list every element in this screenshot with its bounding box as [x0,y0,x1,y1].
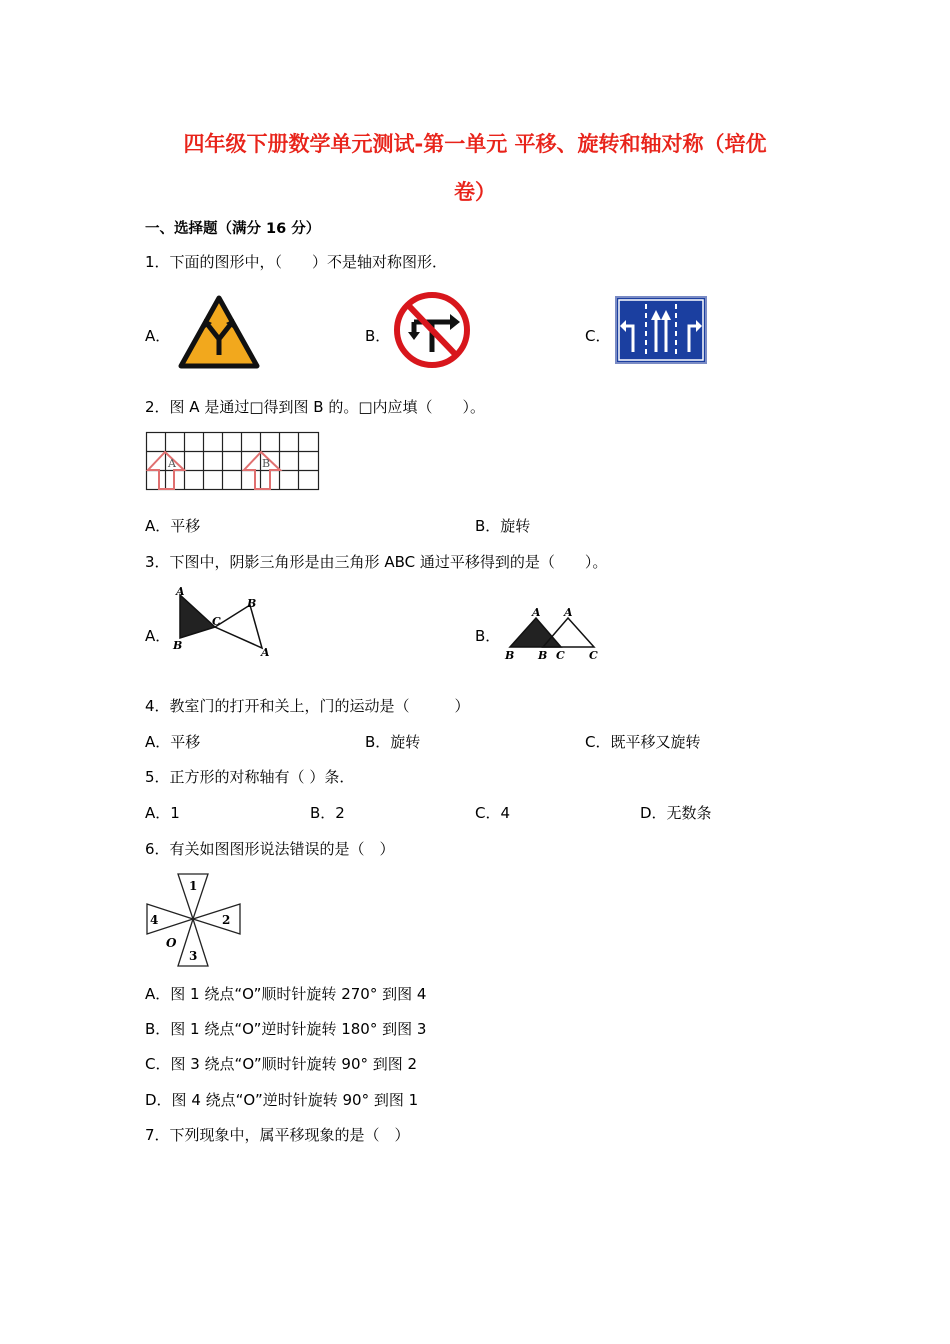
q3b-label-b2: B [538,649,548,662]
q6-pinwheel-figure [145,872,243,968]
q1-option-a-label: A． [145,327,171,345]
q2-grid-figure [146,432,320,492]
q3-figure-b [503,602,603,662]
q4-option-a: A．平移 [145,733,201,751]
question-4-stem: 4．教室门的打开和关上，门的运动是（ ） [145,697,470,715]
q2-option-b: B．旋转 [475,517,531,535]
page-title-line1: 四年级下册数学单元测试-第一单元 平移、旋转和轴对称（培优 [183,132,767,156]
no-turn-sign-icon [392,292,472,368]
q2-option-a: A．平移 [145,517,201,535]
lane-direction-sign-icon [615,296,707,364]
q6-label-o: O [166,936,177,950]
q1-option-b-label: B． [365,327,391,345]
question-7-stem: 7．下列现象中，属平移现象的是（ ） [145,1126,410,1144]
fork-warning-sign-icon [178,295,260,369]
q6-label-2: 2 [222,913,231,927]
q6-label-3: 3 [189,949,198,963]
q6-option-c: C．图 3 绕点“O”顺时针旋转 90° 到图 2 [145,1055,418,1073]
q6-label-4: 4 [150,913,159,927]
q2-figure-label-a: A [168,457,176,470]
q6-option-a: A．图 1 绕点“O”顺时针旋转 270° 到图 4 [145,985,427,1003]
q3b-label-a2: A [564,606,573,619]
q3-figure-a [170,585,280,660]
q3b-label-c1: C [556,649,565,662]
q5-option-d: D．无数条 [640,804,712,822]
q6-option-d: D．图 4 绕点“O”逆时针旋转 90° 到图 1 [145,1091,419,1109]
q3a-label-a1: A [176,585,185,598]
question-6-stem: 6．有关如图图形说法错误的是（ ） [145,840,395,858]
q3a-label-c: C [212,615,221,628]
question-3-stem: 3．下图中，阴影三角形是由三角形 ABC 通过平移得到的是（ ）。 [145,553,608,571]
q2-figure-label-b: B [262,457,271,470]
q3a-label-a2: A [261,646,270,659]
q3-option-a-label: A． [145,627,171,645]
q6-option-b: B．图 1 绕点“O”逆时针旋转 180° 到图 3 [145,1020,427,1038]
q5-option-c: C．4 [475,804,511,822]
q3b-label-c2: C [589,649,598,662]
section-heading: 一、选择题（满分 16 分） [145,221,321,237]
q6-label-1: 1 [189,879,198,893]
question-2-stem: 2．图 A 是通过□得到图 B 的。□内应填（ ）。 [145,398,486,416]
q3a-label-b1: B [173,639,183,652]
q4-option-b: B．旋转 [365,733,421,751]
q3b-label-b1: B [505,649,515,662]
question-1-stem: 1．下面的图形中，（ ）不是轴对称图形． [145,253,448,271]
page-title-line2: 卷） [454,180,496,204]
q5-option-a: A．1 [145,804,180,822]
q3-option-b-label: B． [475,627,501,645]
q4-option-c: C．既平移又旋转 [585,733,701,751]
q3a-label-b2: B [247,597,257,610]
question-5-stem: 5．正方形的对称轴有（ ）条． [145,768,355,786]
q5-option-b: B．2 [310,804,345,822]
q3b-label-a1: A [532,606,541,619]
q1-option-c-label: C． [585,327,611,345]
